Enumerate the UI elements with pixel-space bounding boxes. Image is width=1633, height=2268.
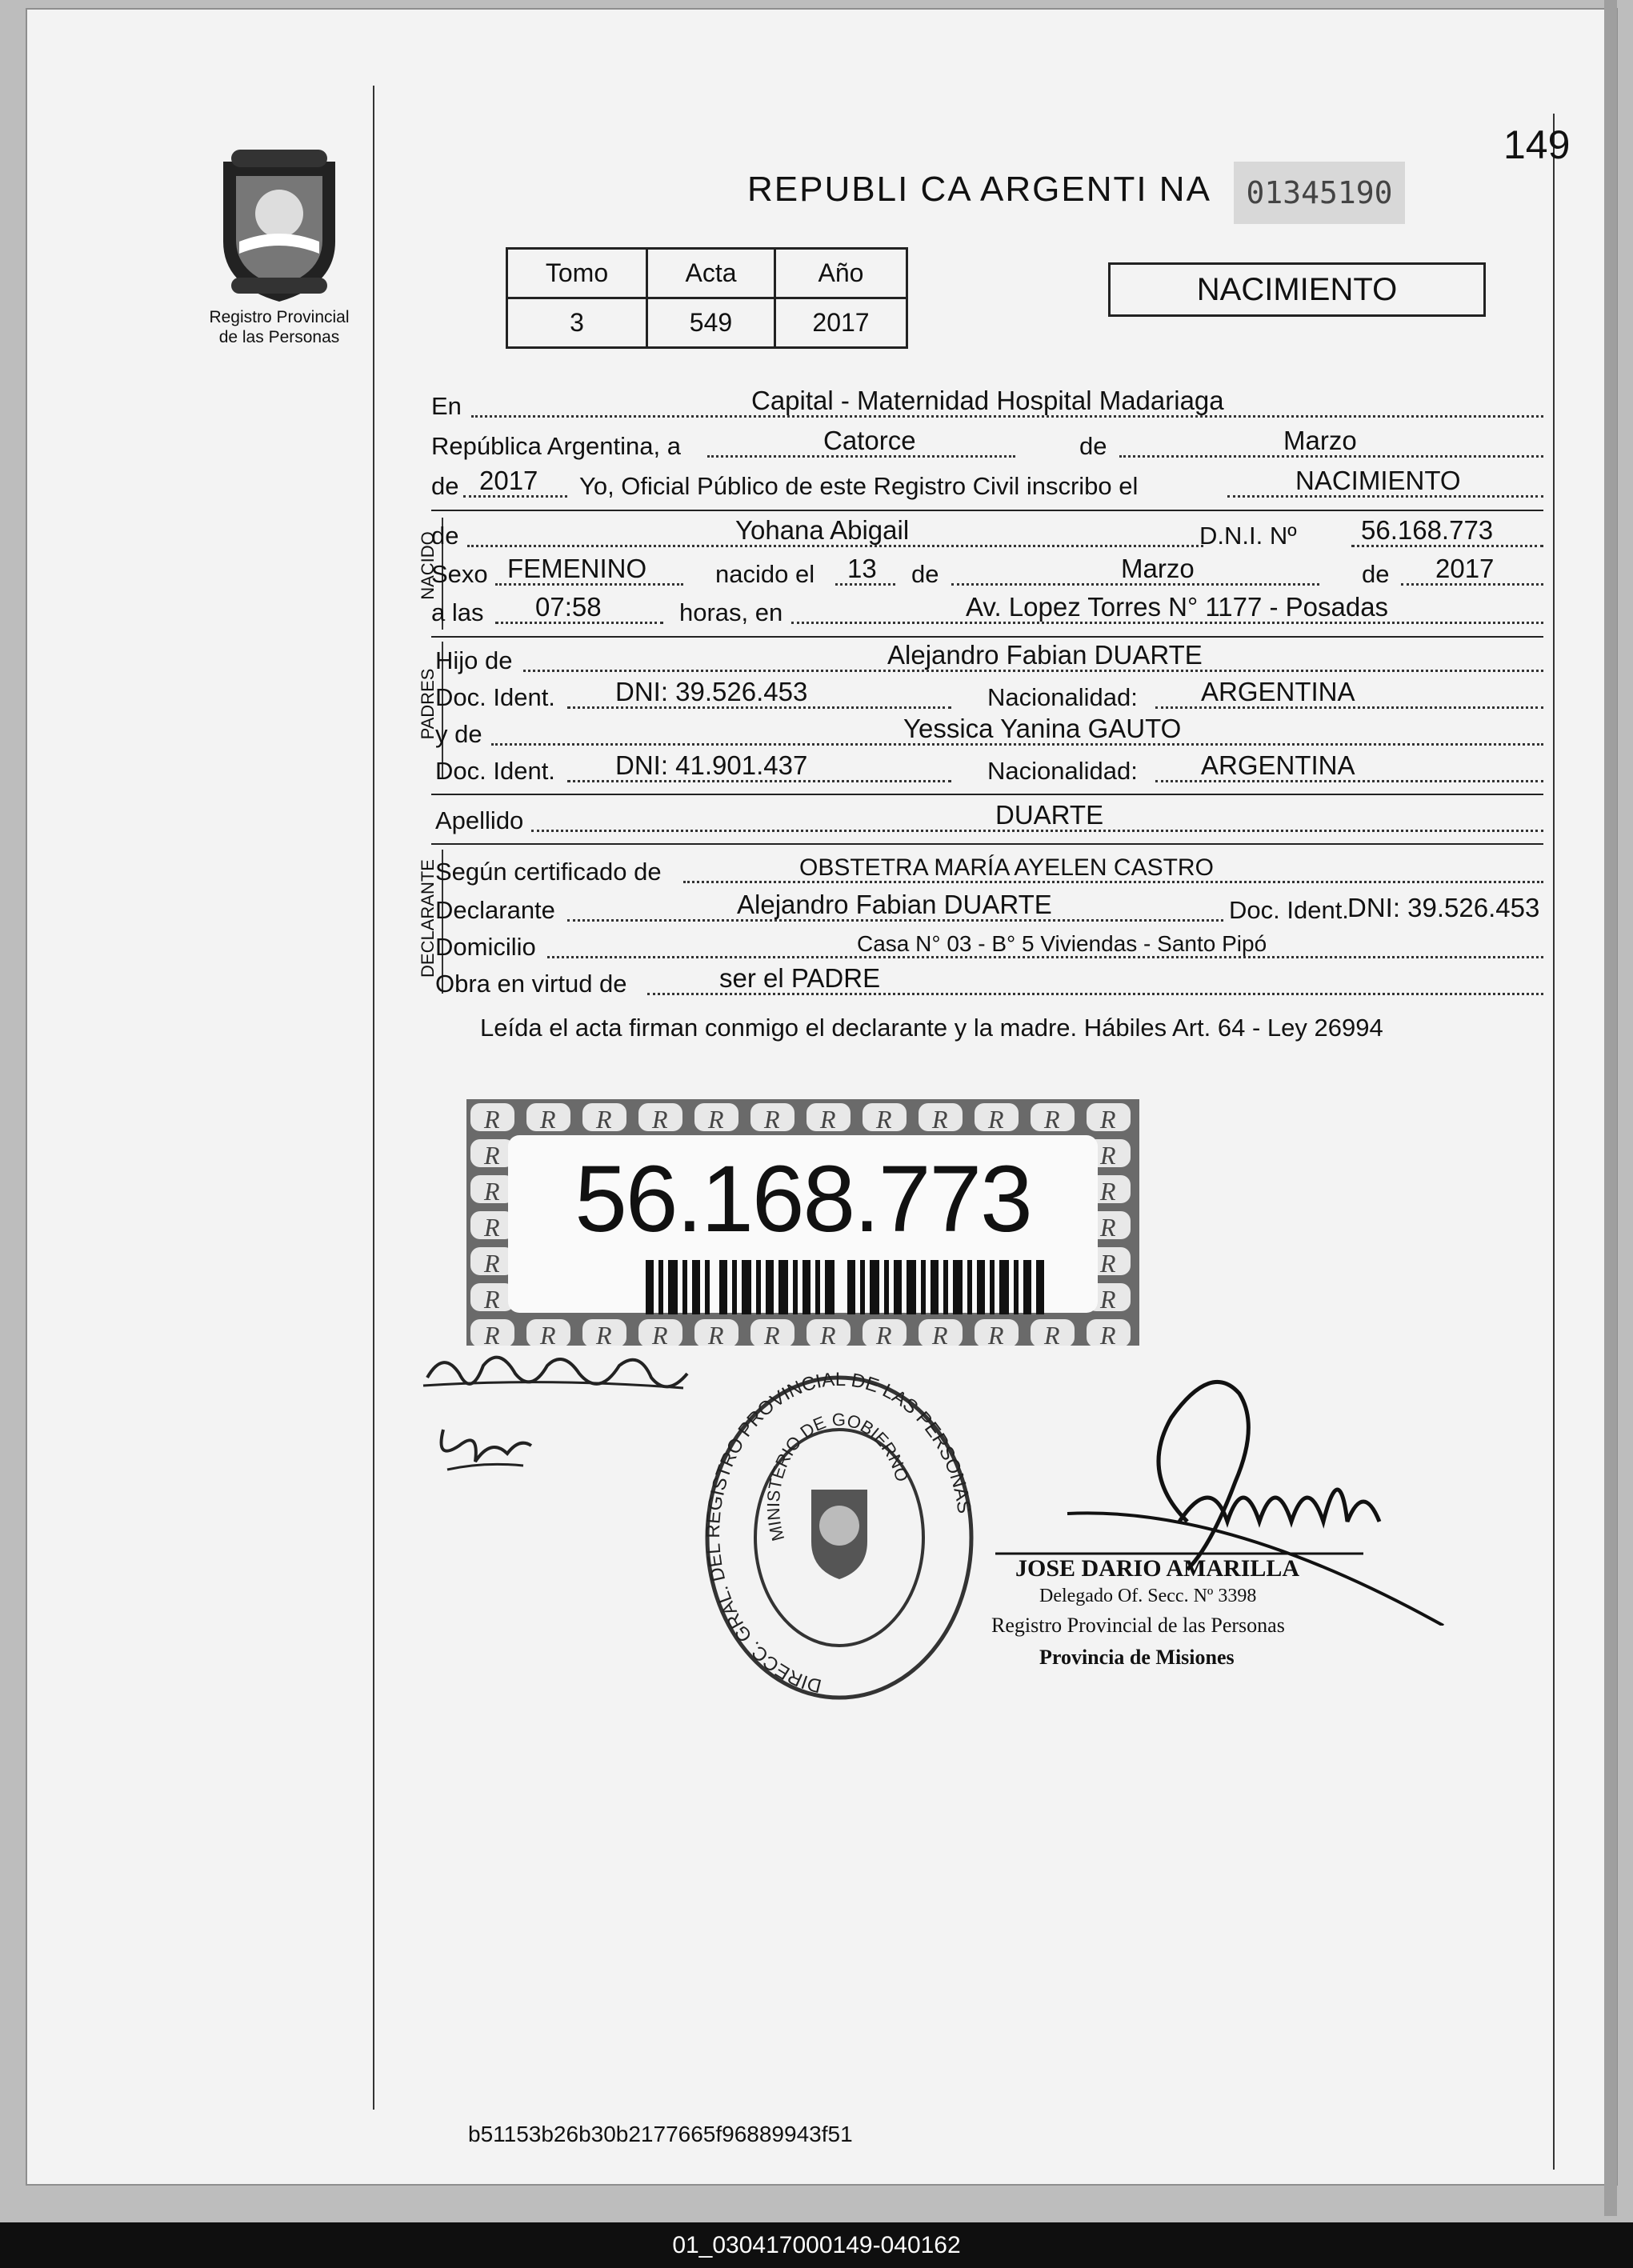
month-value: Marzo [1283,426,1357,455]
child-name-value: Yohana Abigail [735,515,910,545]
stamp-ring-text: DIRECC. GRAL. DEL REGISTRO PROVINCIAL DE LAS PERSONAS [702,1370,975,1697]
official-name: JOSE DARIO AMARILLA [1015,1555,1300,1582]
birth-address-value: Av. Lopez Torres N° 1177 - Posadas [966,592,1389,622]
tomo-header: Tomo [507,249,647,298]
de2-label-birth: de [911,560,939,588]
mother-doc-label: Doc. Ident. [435,757,555,785]
acta-header: Acta [647,249,775,298]
apellido-value: DUARTE [995,800,1104,830]
tomo-value: 3 [507,298,647,348]
left-margin-line [373,86,374,2110]
decl-doc-value: DNI: 39.526.453 [1347,893,1540,922]
year-value: 2017 [479,466,538,495]
official-registry: Registro Provincial de las Personas [991,1614,1285,1637]
certificate-page [27,10,1616,2184]
father-doc-value: DNI: 39.526.453 [615,677,808,706]
cert-value: OBSTETRA MARÍA AYELEN CASTRO [799,854,1214,881]
padres-row-mother [435,714,1543,749]
father-nat-value: ARGENTINA [1201,677,1355,706]
padres-row-father [435,640,1543,675]
domicilio-value: Casa N° 03 - B° 5 Viviendas - Santo Pipó [857,931,1267,956]
closing-note: Leída el acta firman conmigo el declarante y la madre. Hábiles Art. 64 - Ley 26994 [480,1014,1383,1042]
decl-row-obra [435,963,1543,998]
footer-code: 01_030417000149-040162 [0,2222,1633,2268]
province-emblem-logo [207,146,351,306]
mother-nat-label: Nacionalidad: [987,757,1138,785]
a-las-label: a las [431,598,484,626]
mother-nat-value: ARGENTINA [1201,750,1355,780]
birth-day-value: 13 [847,554,877,583]
serial-number: 01345190 [1234,162,1405,224]
padres-row-father-doc [435,677,1543,712]
domicilio-label: Domicilio [435,933,536,961]
folio-number: 149 [1503,122,1571,167]
decl-row-address [435,926,1543,962]
day-words-value: Catorce [823,426,916,455]
en-label: En [431,392,462,420]
place-value: Capital - Maternidad Hospital Madariaga [751,386,1224,415]
decl-doc-label: Doc. Ident. [1229,896,1349,924]
page-edge [1604,0,1617,2216]
dni-big-number: 56.168.773 [574,1146,1031,1252]
de3-label-birth: de [1362,560,1390,588]
obra-label: Obra en virtud de [435,970,627,998]
de-label: de [1079,432,1107,460]
decl-row-cert [435,851,1543,886]
father-doc-label: Doc. Ident. [435,683,555,711]
acta-value: 549 [647,298,775,348]
obra-value: ser el PADRE [719,963,881,993]
intro-row-place [431,386,1543,421]
horas-label: horas, en [679,598,783,626]
father-name-value: Alejandro Fabian DUARTE [887,640,1203,670]
logo-line-1: Registro Provincial [209,308,350,326]
declarante-value: Alejandro Fabian DUARTE [737,890,1052,919]
reference-table [506,247,908,349]
country-title: REPUBLI CA ARGENTI NA [747,170,1211,209]
birth-time-value: 07:58 [535,592,602,622]
nacido-el-label: nacido el [715,560,815,588]
de2-label: de [431,472,459,500]
official-stamp [695,1370,983,1706]
cert-label: Según certificado de [435,858,662,886]
parents-signatures [411,1342,715,1510]
stamp-inner-text: MINISTERIO DE GOBIERNO [762,1409,913,1543]
decl-row-declarant [435,890,1543,925]
mother-name-value: Yessica Yanina GAUTO [903,714,1182,743]
dni-number-card [466,1099,1139,1346]
intro-row-statement [431,466,1543,501]
child-dni-value: 56.168.773 [1361,515,1494,545]
father-nat-label: Nacionalidad: [987,683,1138,711]
inscribed-value: NACIMIENTO [1295,466,1461,495]
official-role: Delegado Of. Secc. Nº 3398 [1039,1586,1257,1606]
nacido-row-time [431,592,1543,627]
right-margin-line [1553,114,1555,2170]
declarante-section-label: DECLARANTE [418,859,438,978]
act-type-box: NACIMIENTO [1108,262,1486,317]
nacido-row-name [431,515,1543,550]
republic-label: República Argentina, a [431,432,681,460]
nacido-row-sex [431,554,1543,589]
padres-row-mother-doc [435,750,1543,786]
apellido-label: Apellido [435,806,524,834]
logo-line-2: de las Personas [218,328,340,346]
barcode-icon [646,1260,1046,1314]
sexo-value: FEMENINO [507,554,647,583]
nacido-section-label: NACIDO [418,531,438,600]
anio-value: 2017 [775,298,907,348]
dni-label: D.N.I. Nº [1199,522,1297,550]
registry-logo-text [179,307,379,347]
declarante-label: Declarante [435,896,555,924]
intro-row-date [431,426,1543,461]
hijo-de-label: Hijo de [435,646,513,674]
sexo-label: Sexo [431,560,488,588]
official-province: Provincia de Misiones [1039,1646,1235,1669]
nacido-de-label: de [431,522,459,550]
document-hash: b51153b26b30b2177665f96889943f51 [468,2122,853,2146]
birth-year-value: 2017 [1435,554,1495,583]
anio-header: Año [775,249,907,298]
statement-text: Yo, Oficial Público de este Registro Civil inscribo el [579,472,1139,500]
apellido-row [435,800,1543,835]
padres-section-label: PADRES [418,668,438,740]
birth-month-value: Marzo [1121,554,1195,583]
mother-doc-value: DNI: 41.901.437 [615,750,808,780]
y-de-label: y de [435,720,482,748]
dni-panel [508,1135,1098,1313]
